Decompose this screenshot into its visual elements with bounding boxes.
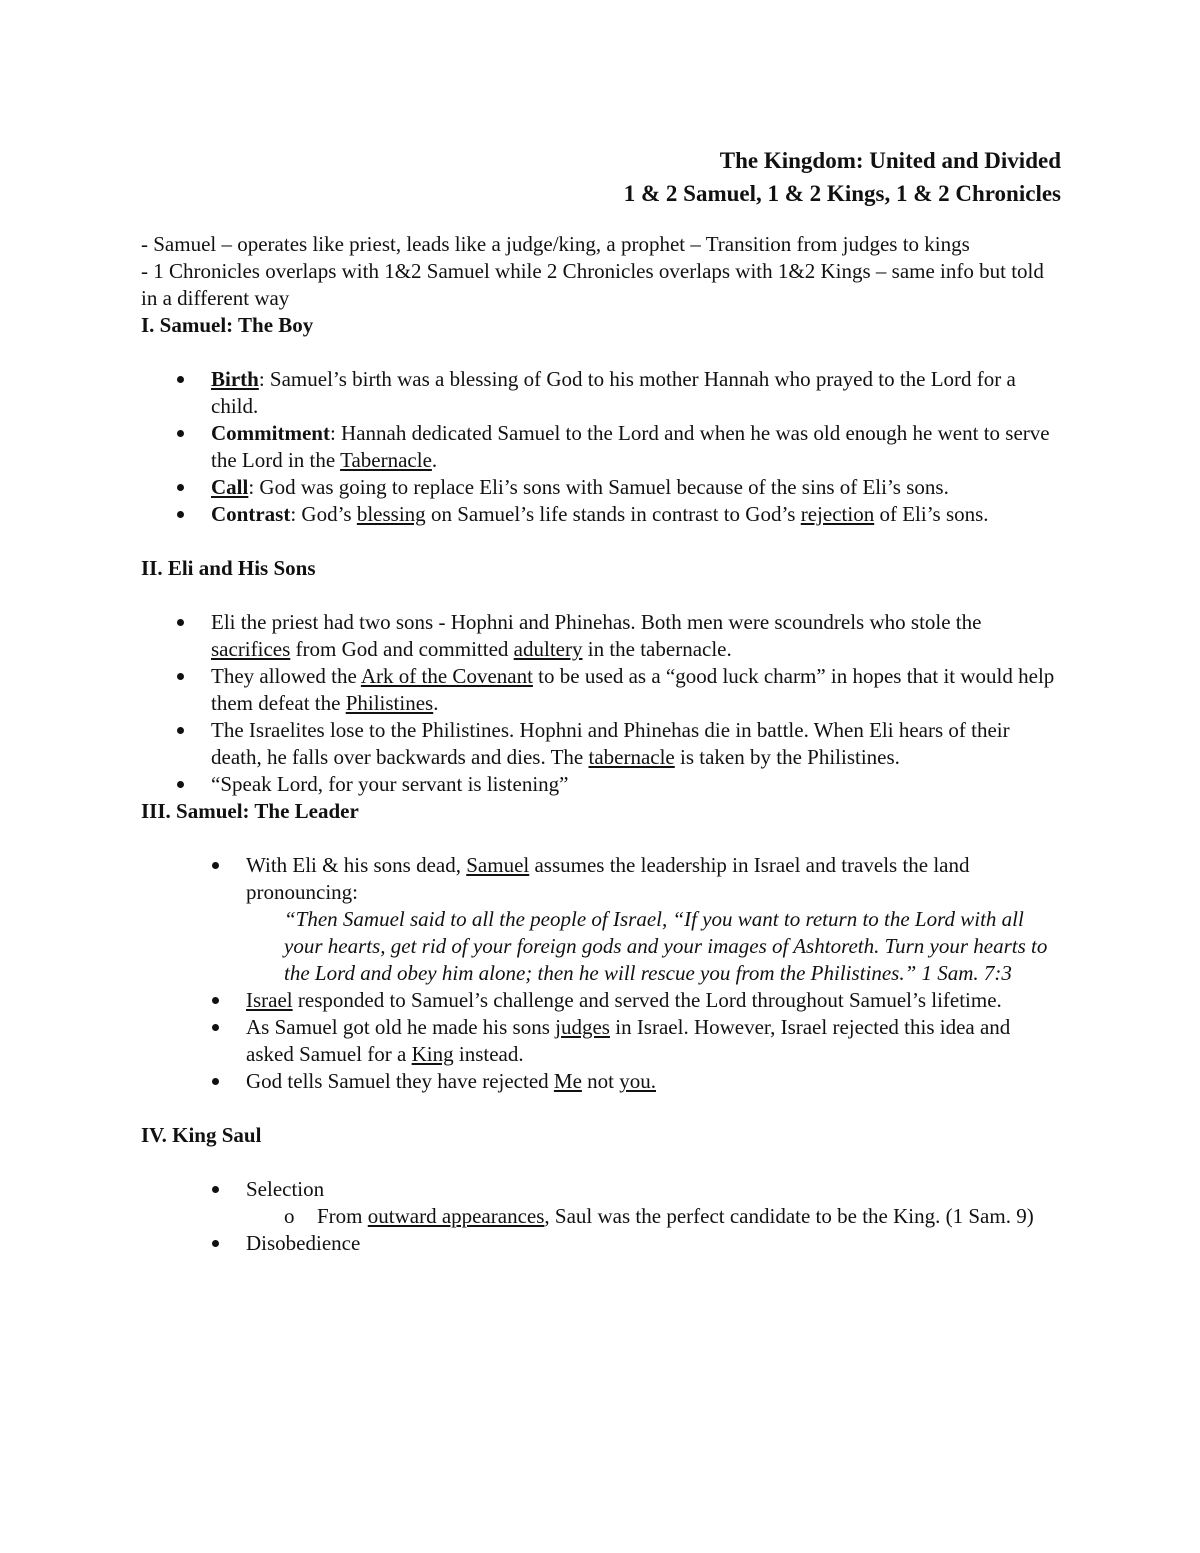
item-text: on Samuel’s life stands in contrast to God’s (425, 502, 801, 526)
underlined-term: Tabernacle (340, 448, 432, 472)
underlined-term: sacrifices (211, 637, 291, 661)
list-item-call (141, 474, 1061, 501)
document-page (141, 144, 1061, 1257)
item-text: responded to Samuel’s challenge and served the Lord throughout Samuel’s lifetime. (292, 988, 1002, 1012)
section-heading-samuel-leader: III. Samuel: The Leader (141, 799, 359, 823)
list-item-selection (141, 1176, 1061, 1230)
underlined-term: blessing (356, 502, 426, 526)
item-text: : Samuel’s birth was a blessing of God to his mother Hannah who prayed to the Lord for a child. (211, 367, 1016, 418)
item-text: to be used as a “good luck charm” in hopes that it would help them defeat the (211, 664, 1055, 715)
title-line-2: 1 & 2 Samuel, 1 & 2 Kings, 1 & 2 Chronicles (623, 181, 1061, 206)
term-contrast: Contrast (211, 502, 291, 526)
list-item-contrast (141, 501, 1061, 528)
section-heading-samuel-boy: I. Samuel: The Boy (141, 313, 314, 337)
underlined-term: rejection (800, 502, 875, 526)
item-text: from God and committed (290, 637, 514, 661)
selection-sublist (141, 1203, 1061, 1230)
underlined-term: outward appearances (367, 1204, 545, 1228)
list-item-disobedience (141, 1230, 1061, 1257)
section-heading-king-saul: IV. King Saul (141, 1123, 262, 1147)
sub-list-item (141, 1203, 1061, 1230)
item-text: in Israel. However, Israel rejected this idea and asked Samuel for a (246, 1015, 1011, 1066)
item-text: The Israelites lose to the Philistines. Hophni and Phinehas die in battle. When Eli hears of their death, he falls over backwards and dies. The (211, 718, 1010, 769)
item-text: God tells Samuel they have rejected (246, 1069, 554, 1093)
samuel-boy-list (141, 366, 1061, 528)
underlined-term: Ark of the Covenant (360, 664, 533, 688)
intro-line-2: - 1 Chronicles overlaps with 1&2 Samuel while 2 Chronicles overlaps with 1&2 Kings – same info but told in a different way (141, 259, 1044, 310)
term-commitment: Commitment (211, 421, 330, 445)
item-text: With Eli & his sons dead, (246, 853, 467, 877)
item-text: : God was going to replace Eli’s sons with Samuel because of the sins of Eli’s sons. (248, 475, 949, 499)
list-item (141, 771, 1061, 798)
underlined-term: tabernacle (588, 745, 675, 769)
list-item-birth (141, 366, 1061, 420)
term-call: Call (211, 475, 249, 499)
item-text: As Samuel got old he made his sons (246, 1015, 556, 1039)
underlined-term: adultery (513, 637, 583, 661)
item-text: of Eli’s sons. (874, 502, 989, 526)
intro-line-1: - Samuel – operates like priest, leads like a judge/king, a prophet – Transition from judges to kings (141, 232, 970, 256)
item-text: Disobedience (246, 1231, 361, 1255)
underlined-term: Philistines (345, 691, 434, 715)
list-item (141, 717, 1061, 771)
eli-sons-list (141, 609, 1061, 798)
underlined-term: Samuel (466, 853, 530, 877)
samuel-leader-list (141, 852, 1061, 1095)
underlined-term: judges (555, 1015, 610, 1039)
underlined-term: King (411, 1042, 454, 1066)
item-text: Eli the priest had two sons - Hophni and Phinehas. Both men were scoundrels who stole the (211, 610, 982, 634)
item-text: . (431, 448, 438, 472)
list-item-commitment (141, 420, 1061, 474)
title-line-1: The Kingdom: United and Divided (719, 148, 1061, 173)
underlined-term: you. (619, 1069, 656, 1093)
item-text: From (317, 1204, 368, 1228)
underlined-term: Israel (246, 988, 293, 1012)
list-item (141, 609, 1061, 663)
term-birth: Birth (211, 367, 259, 391)
item-text: “Speak Lord, for your servant is listening” (211, 772, 569, 796)
item-text: is taken by the Philistines. (674, 745, 900, 769)
item-text: not (581, 1069, 620, 1093)
list-item (141, 663, 1061, 717)
item-text: instead. (453, 1042, 524, 1066)
underlined-term: Me (553, 1069, 582, 1093)
list-item (141, 987, 1061, 1014)
item-text: They allowed the (211, 664, 361, 688)
scripture-quote: “Then Samuel said to all the people of Israel, “If you want to return to the Lord with all your hearts, get rid of your foreign gods and your images of Ashtoreth. Turn your hearts to the Lord and obey him alone; then he will rescue you from the Philistines.” 1 Sam. 7:3 (284, 907, 1048, 985)
list-item (141, 852, 1061, 987)
item-text: in the tabernacle. (582, 637, 732, 661)
list-item (141, 1068, 1061, 1095)
section-heading-eli-sons: II. Eli and His Sons (141, 556, 316, 580)
item-text: : God’s (290, 502, 357, 526)
item-text: assumes the leadership in Israel and travels the land pronouncing: (246, 853, 970, 904)
item-text: , Saul was the perfect candidate to be the King. (1 Sam. 9) (544, 1204, 1034, 1228)
item-text: . (433, 691, 439, 715)
document-title (141, 144, 1061, 210)
item-text: Selection (246, 1177, 325, 1201)
item-text: : Hannah dedicated Samuel to the Lord and when he was old enough he went to serve the Lord in the (211, 421, 1050, 472)
list-item (141, 1014, 1061, 1068)
king-saul-list (141, 1176, 1061, 1257)
